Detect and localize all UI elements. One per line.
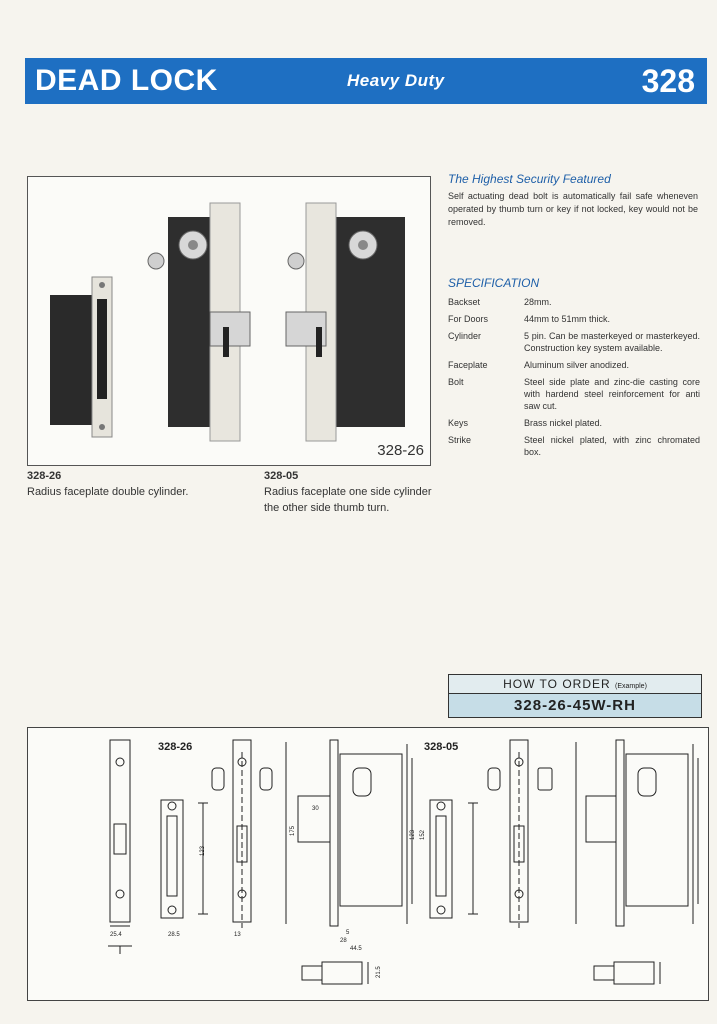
- specification-title: SPECIFICATION: [448, 276, 540, 290]
- caption-328-26: [27, 468, 197, 500]
- caption-text: Radius faceplate one side cylinder the other side thumb turn.: [264, 486, 432, 514]
- spec-row: [448, 296, 700, 308]
- technical-drawing: [27, 727, 709, 1001]
- dim-backset-small: 5: [346, 930, 350, 936]
- strike-box-shape: [50, 295, 98, 425]
- caption-328-05: [264, 468, 434, 516]
- spec-label: For Doors: [448, 314, 489, 324]
- spec-row: [448, 313, 700, 325]
- caption-text: Radius faceplate double cylinder.: [27, 486, 189, 498]
- plate-outline: [161, 800, 183, 918]
- drawing-label-328-26: 328-26: [158, 741, 193, 753]
- dim-backset: 28: [340, 938, 347, 944]
- spec-label: Strike: [448, 435, 472, 445]
- strike-outline: [110, 740, 130, 922]
- photo-label: 328-26: [377, 442, 424, 459]
- header-banner: [25, 58, 707, 104]
- order-title: HOW TO ORDER: [503, 677, 611, 691]
- dim-bolt-height: 21.5: [376, 966, 382, 978]
- caption-code: 328-26: [27, 470, 62, 482]
- spec-row: [448, 376, 700, 412]
- drawing-svg: [28, 728, 708, 1000]
- how-to-order-box: [448, 674, 702, 718]
- specification-table: [448, 296, 700, 458]
- page-subtitle: Heavy Duty: [347, 71, 445, 90]
- spec-row: [448, 417, 700, 429]
- spec-value: 5 pin. Can be masterkeyed or masterkeyed. Construction key system available.: [524, 331, 700, 353]
- spec-label: Backset: [448, 297, 481, 307]
- dim-cyl-gap: 13: [234, 932, 241, 938]
- dim-case-depth: 44.5: [350, 946, 362, 952]
- caption-code: 328-05: [264, 470, 299, 482]
- dim-case-height: 152: [420, 829, 426, 840]
- spec-row: [448, 359, 700, 371]
- spec-row: [448, 434, 700, 458]
- dim-strike-width: 25.4: [110, 932, 122, 938]
- spec-label: Faceplate: [448, 360, 488, 370]
- spec-value: Aluminum silver anodized.: [524, 360, 630, 370]
- spec-value: 28mm.: [524, 297, 552, 307]
- order-code: 328-26-45W-RH: [449, 694, 701, 717]
- order-note: (Example): [615, 683, 647, 690]
- spec-label: Cylinder: [448, 331, 482, 341]
- dim-body-height: 123: [410, 829, 416, 840]
- key-2-shape: [288, 253, 304, 269]
- dim-total-height: 175: [290, 825, 296, 836]
- page-title: DEAD LOCK: [35, 64, 218, 97]
- features-title: The Highest Security Featured: [448, 172, 611, 186]
- spec-label: Bolt: [448, 377, 464, 387]
- product-photo: [27, 176, 431, 466]
- spec-label: Keys: [448, 418, 469, 428]
- dim-plate-width: 28.5: [168, 932, 180, 938]
- spec-value: 44mm to 51mm thick.: [524, 314, 611, 324]
- spec-value: Brass nickel plated.: [524, 418, 603, 428]
- spec-row: [448, 330, 700, 354]
- drawing-label-328-05: 328-05: [424, 741, 459, 753]
- dim-bolt: 30: [312, 806, 319, 812]
- bolt-1-shape: [210, 312, 250, 346]
- order-header: [449, 675, 701, 694]
- dim-hole-height: 123: [200, 845, 206, 856]
- lock-photo-illustration: [28, 177, 430, 465]
- spec-value: Steel side plate and zinc-die casting core with hardend steel reinforcement for anti saw cut.: [524, 377, 700, 411]
- strike-slot-shape: [97, 299, 107, 399]
- spec-value: Steel nickel plated, with zinc chromated box.: [524, 435, 700, 457]
- faceplate-outline: [233, 740, 251, 922]
- features-text: Self actuating dead bolt is automatically fail safe wheneven operated by thumb turn or key if not locked, key would not be removed.: [448, 191, 698, 227]
- key-1-shape: [148, 253, 164, 269]
- model-number: 328: [641, 63, 695, 99]
